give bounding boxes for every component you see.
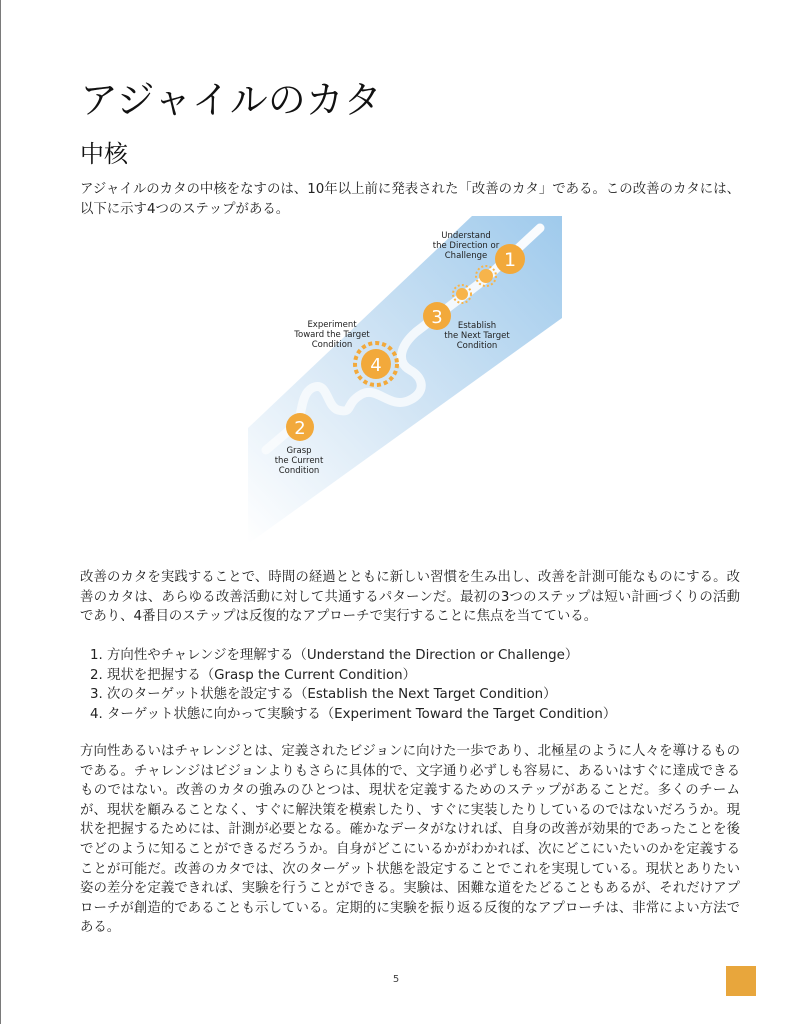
list-item: 4. ターゲット状態に向かって実験する（Experiment Toward the Target Condition）	[90, 706, 617, 722]
step-2-label-line-1: Grasp	[286, 446, 312, 456]
page-title: アジャイルのカタ	[80, 78, 382, 122]
page-number: 5	[392, 974, 400, 985]
step-3-label-line-3: Condition	[456, 341, 498, 351]
step-1-label-line-3: Challenge	[444, 251, 488, 261]
list-item: 1. 方向性やチャレンジを理解する（Understand the Direction or Challenge）	[90, 648, 579, 663]
step-1-badge	[495, 244, 525, 274]
step-4-label-line-2: Toward the Target	[294, 330, 370, 340]
list-item: 2. 現状を把握する（Grasp the Current Condition）	[90, 667, 417, 683]
direction-paragraph: 方向性あるいはチャレンジとは、定義されたビジョンに向けた一歩であり、北極星のように人々を導けるものである。チャレンジはビジョンよりもさらに具体的で、文字通り必ずしも容易に、あるいはすぐに達成できるものではない。改善のカタの強みのひとつは、現状を定義するためのステップがあることだ。多くのチームが、現状を顧みることなく、すぐに解決策を模索したり、すぐに実装したりしているのではないだろうか。現状を把握するためには、計測が必要となる。確かなデータがなければ、自身の改善が効果的であったことを後でどのように知ることができるだろうか。自身がどこにいるかがわかれば、次にどこにいたいのかを定義することが可能だ。改善のカタでは、次のターゲット状態を設定することでこれを実現している。現状とありたい姿の差分を定義できれば、実験を行うことができる。実験は、困難な道をたどることもあるが、それだけアプローチが創造的であることも示している。定期的に実験を振り返る反復的なアプローチは、非常によい方法である。	[80, 744, 740, 936]
step-3-label-line-1: Establish	[457, 321, 497, 331]
step-2-label-line-2: the Current	[274, 456, 324, 466]
step-1-number: 1	[503, 249, 517, 271]
step-4-number: 4	[370, 355, 382, 376]
step-2-badge	[286, 413, 314, 441]
step-1-label-line-1: Understand	[441, 231, 491, 241]
step-4-label-line-3: Condition	[311, 340, 353, 350]
step-2-label-line-3: Condition	[278, 466, 320, 476]
section-heading: 中核	[80, 140, 128, 168]
improvement-kata-figure	[240, 214, 570, 544]
kata-diagram	[240, 214, 570, 544]
list-item: 3. 次のターゲット状態を設定する（Establish the Next Target Condition）	[90, 687, 557, 703]
step-3-badge	[423, 302, 451, 330]
page-left-border	[0, 0, 1, 1024]
step-4-label-line-1: Experiment	[307, 320, 357, 330]
step-3-number: 3	[431, 307, 443, 328]
corner-accent-block	[726, 966, 756, 996]
step-3-label-line-2: the Next Target	[444, 331, 510, 341]
step-2-number: 2	[294, 418, 306, 439]
kata-steps-list	[90, 646, 616, 724]
intro-paragraph: アジャイルのカタの中核をなすのは、10年以上前に発表された「改善のカタ」である。この改善のカタには、以下に示す4つのステップがある。	[80, 182, 740, 217]
step-1-label-line-2: the Direction or	[432, 241, 500, 251]
practice-paragraph: 改善のカタを実践することで、時間の経過とともに新しい習慣を生み出し、改善を計測可能なものにする。改善のカタは、あらゆる改善活動に対して共通するパターンだ。最初の3つのステップは短い計画づくりの活動であり、4番目のステップは反復的なアプローチで実行することに焦点を当てている。	[80, 570, 740, 625]
